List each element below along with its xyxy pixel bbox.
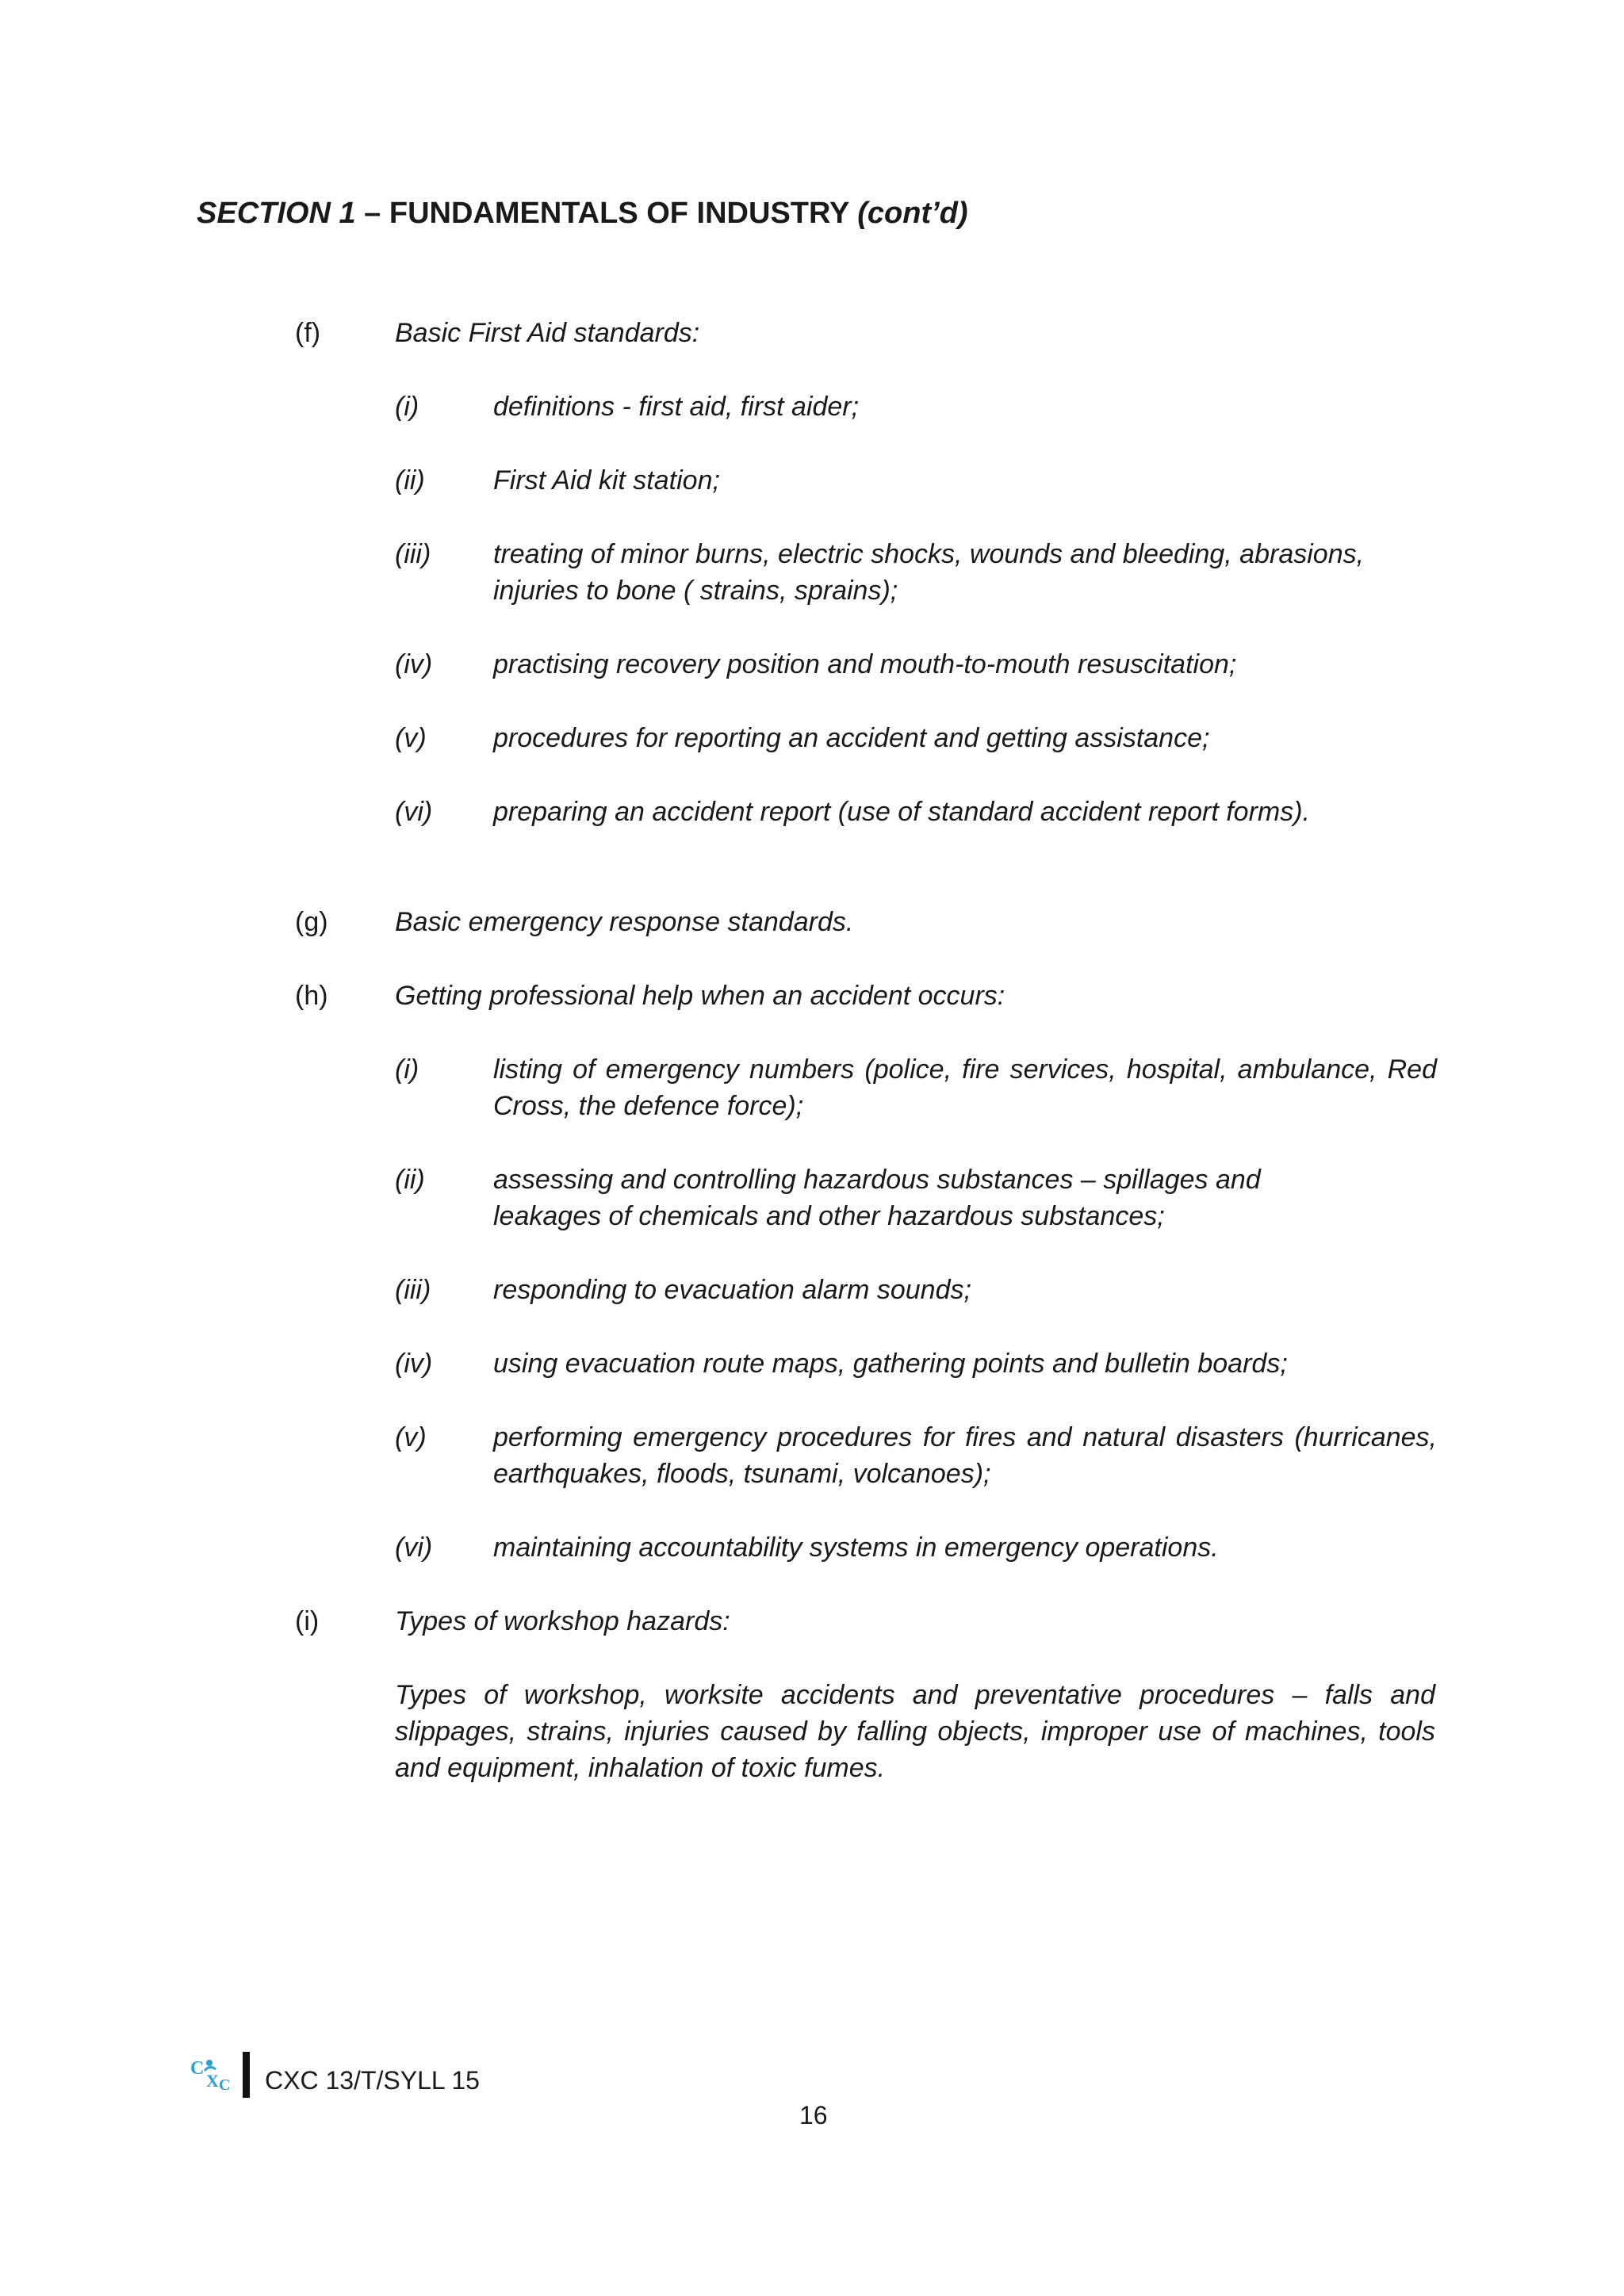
subitem-text: performing emergency procedures for fires and natural disasters (hurricanes, earthquakes, floods, tsunami, volcanoes); (493, 1422, 1437, 1489)
subitem-text: First Aid kit station; (493, 465, 720, 496)
page-number: 16 (799, 2101, 828, 2130)
section-heading (197, 197, 968, 231)
item-text: Basic emergency response standards. (395, 907, 854, 937)
subitem-text: treating of minor burns, electric shocks, wounds and bleeding, abrasions, injuries to bone ( strains, sprains); (493, 539, 1365, 606)
subitem-text: using evacuation route maps, gathering points and bulletin boards; (493, 1349, 1288, 1379)
item-paragraph: Types of workshop, worksite accidents and preventative procedures – falls and slippages, strains, injuries caused by falling objects, improper use of machines, tools and equipment, inhalation of toxic fumes. (395, 1680, 1435, 1783)
section-prefix: SECTION 1 (197, 197, 356, 230)
svg-text:X: X (206, 2071, 219, 2091)
item-label: (h) (295, 981, 328, 1011)
item-text: Getting professional help when an accident occurs: (395, 981, 1005, 1011)
item-text: Basic First Aid standards: (395, 318, 700, 348)
subitem-label: (iii) (395, 539, 431, 569)
subitem-label: (iv) (395, 649, 433, 679)
subitem-text: maintaining accountability systems in emergency operations. (493, 1533, 1219, 1563)
subitem-label: (iv) (395, 1349, 433, 1379)
subitem-label: (iii) (395, 1275, 431, 1305)
svg-text:C: C (190, 2058, 205, 2079)
section-title: FUNDAMENTALS OF INDUSTRY (389, 197, 849, 230)
item-label: (i) (295, 1606, 320, 1636)
svg-text:C: C (219, 2076, 231, 2093)
subitem-label: (v) (395, 1422, 427, 1452)
cxc-logo (189, 2055, 235, 2093)
subitem-label: (i) (395, 392, 419, 422)
subitem-text: definitions - first aid, first aider; (493, 392, 860, 422)
subitem-label: (vi) (395, 797, 433, 827)
item-label: (f) (295, 318, 321, 348)
subitem-text: procedures for reporting an accident and getting assistance; (493, 723, 1210, 753)
section-dash: – (355, 197, 389, 230)
subitem-text: preparing an accident report (use of standard accident report forms). (493, 797, 1310, 827)
footer-divider (243, 2052, 250, 2098)
subitem-label: (vi) (395, 1533, 433, 1563)
subitem-text: practising recovery position and mouth-to-mouth resuscitation; (493, 649, 1237, 679)
subitem-label: (v) (395, 723, 427, 753)
item-text: Types of workshop hazards: (395, 1606, 730, 1636)
item-label: (g) (295, 907, 328, 937)
subitem-label: (i) (395, 1054, 419, 1085)
subitem-text: assessing and controlling hazardous substances – spillages and leakages of chemicals and other hazardous substances; (493, 1165, 1261, 1231)
section-suffix: (cont’d) (857, 197, 968, 230)
subitem-text: listing of emergency numbers (police, fire services, hospital, ambulance, Red Cross, the defence force); (493, 1054, 1437, 1121)
footer-code: CXC 13/T/SYLL 15 (265, 2066, 480, 2095)
subitem-text: responding to evacuation alarm sounds; (493, 1275, 971, 1305)
subitem-label: (ii) (395, 1165, 425, 1195)
subitem-label: (ii) (395, 465, 425, 496)
